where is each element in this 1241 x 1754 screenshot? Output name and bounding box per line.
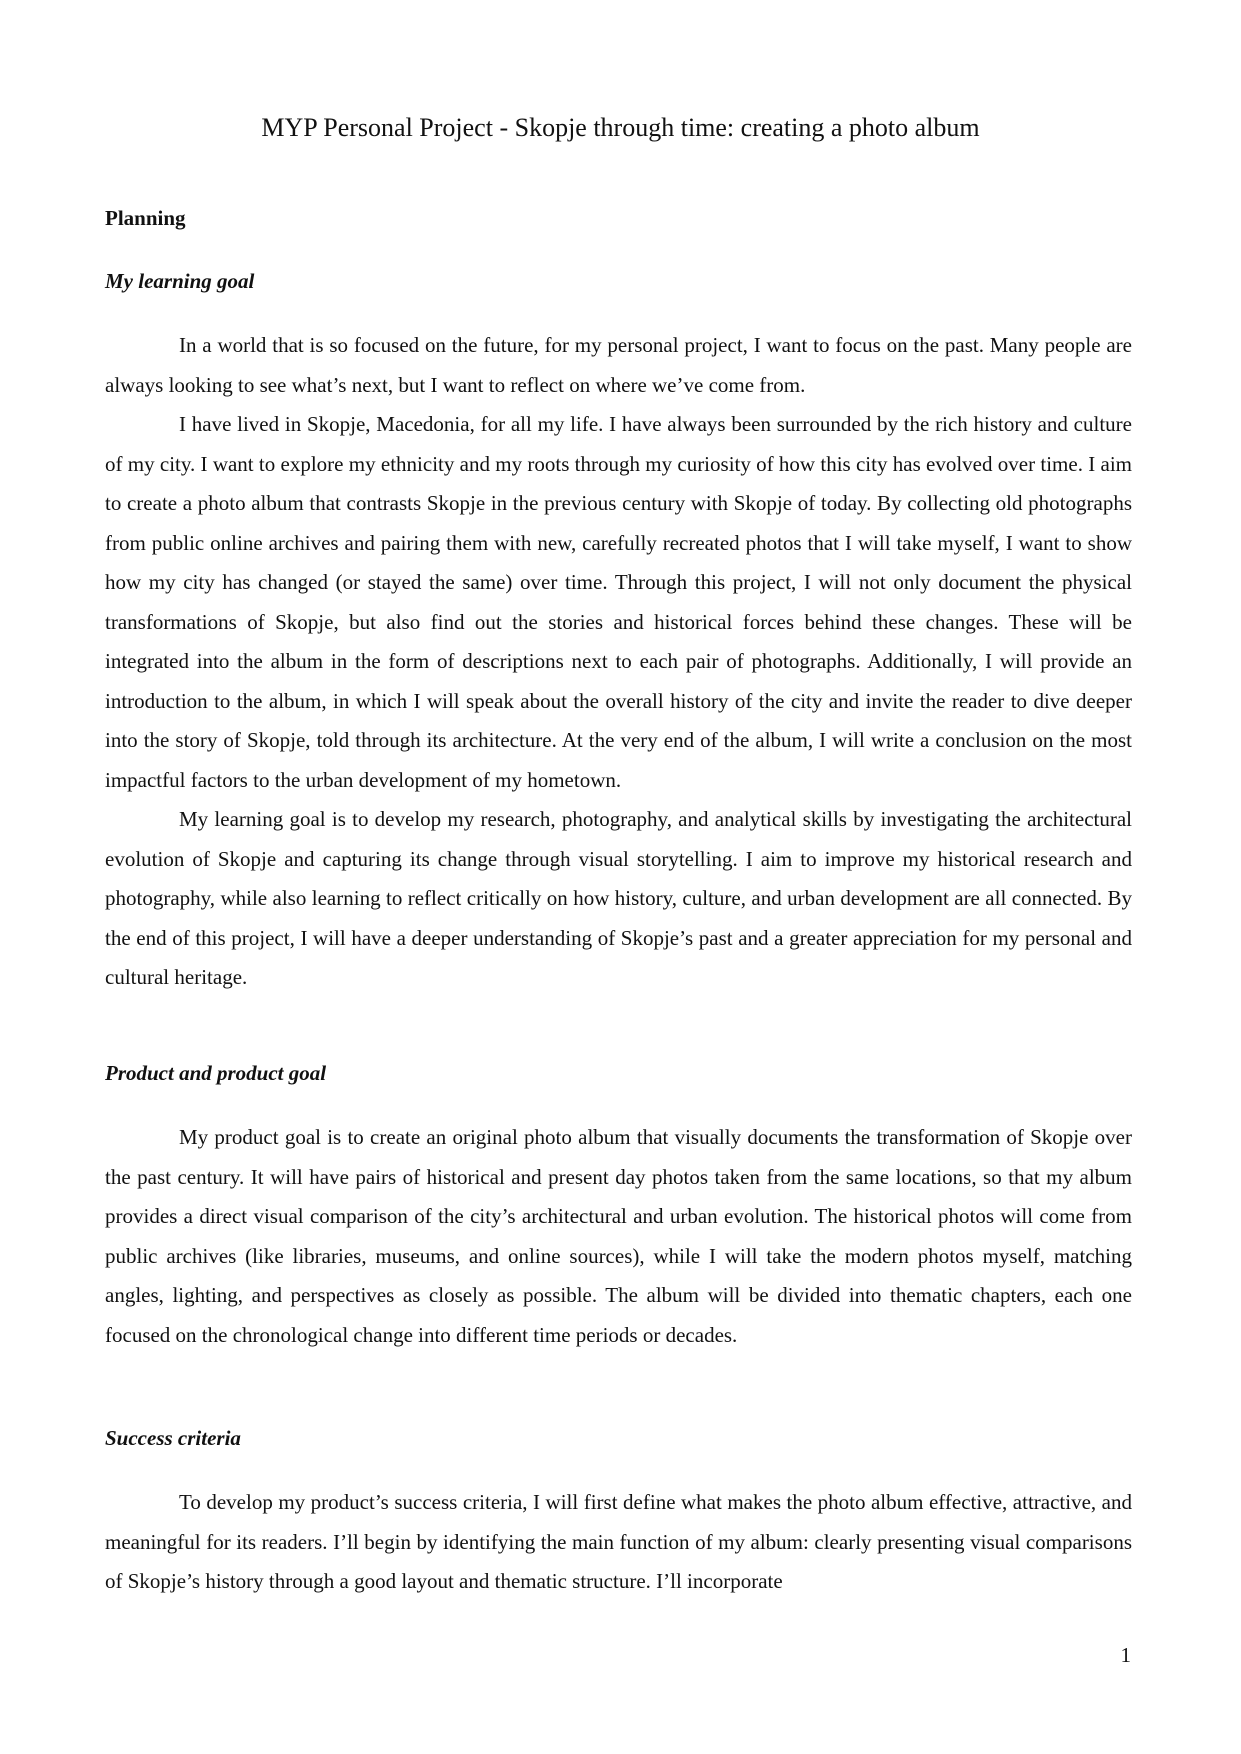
learning-goal-body xyxy=(105,326,1132,998)
subheading-success-criteria: Success criteria xyxy=(105,1426,241,1450)
paragraph: I have lived in Skopje, Macedonia, for all my life. I have always been surrounded by the rich history and culture of my city. I want to explore my ethnicity and my roots through my curiosity of how this city has evolved over time. I aim to create a photo album that contrasts Skopje in the previous century with Skopje of today. By collecting old photographs from public online archives and pairing them with new, carefully recreated photos that I will take myself, I want to show how my city has changed (or stayed the same) over time. Through this project, I will not only document the physical transformations of Skopje, but also find out the stories and historical forces behind these changes. These will be integrated into the album in the form of descriptions next to each pair of photographs. Additionally, I will provide an introduction to the album, in which I will speak about the overall history of the city and invite the reader to dive deeper into the story of Skopje, told through its architecture. At the very end of the album, I will write a conclusion on the most impactful factors to the urban development of my hometown. xyxy=(105,412,1132,792)
product-goal-body xyxy=(105,1118,1132,1355)
subheading-learning-goal: My learning goal xyxy=(105,269,255,293)
subheading-product-goal: Product and product goal xyxy=(105,1061,327,1085)
paragraph: My product goal is to create an original photo album that visually documents the transformation of Skopje over the past century. It will have pairs of historical and present day photos taken from the same locations, so that my album provides a direct visual comparison of the city’s architectural and urban evolution. The historical photos will come from public archives (like libraries, museums, and online sources), while I will take the modern photos myself, matching angles, lighting, and perspectives as closely as possible. The album will be divided into thematic chapters, each one focused on the chronological change into different time periods or decades. xyxy=(105,1125,1132,1347)
paragraph: My learning goal is to develop my research, photography, and analytical skills by investigating the architectural evolution of Skopje and capturing its change through visual storytelling. I aim to improve my historical research and photography, while also learning to reflect critically on how history, culture, and urban development are all connected. By the end of this project, I will have a deeper understanding of Skopje’s past and a greater appreciation for my personal and cultural heritage. xyxy=(105,807,1132,989)
success-criteria-body xyxy=(105,1483,1132,1602)
paragraph: To develop my product’s success criteria, I will first define what makes the photo album effective, attractive, and meaningful for its readers. I’ll begin by identifying the main function of my album: clearly presenting visual comparisons of Skopje’s history through a good layout and thematic structure. I’ll incorporate xyxy=(105,1490,1132,1593)
document-title: MYP Personal Project - Skopje through time: creating a photo album xyxy=(261,113,980,142)
page-number: 1 xyxy=(1120,1643,1131,1667)
section-heading-planning: Planning xyxy=(105,206,186,230)
paragraph: In a world that is so focused on the future, for my personal project, I want to focus on the past. Many people are always looking to see what’s next, but I want to reflect on where we’ve come from. xyxy=(105,333,1132,397)
